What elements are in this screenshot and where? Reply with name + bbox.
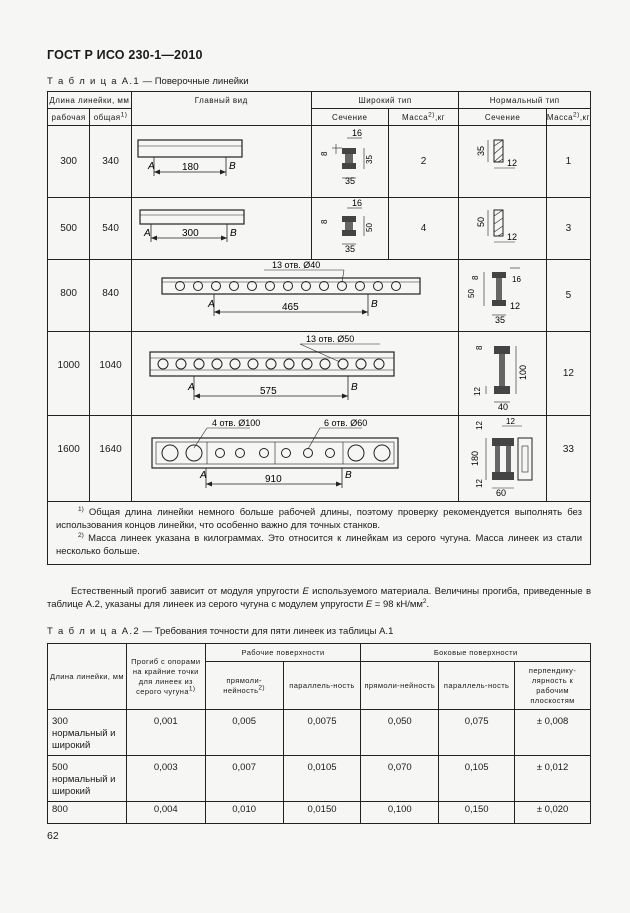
table-row [48,416,591,502]
dimension: 300 [182,228,199,239]
header-side-straightness: прямоли-нейность [361,662,439,710]
cell-deflection: 0,004 [126,802,205,824]
dim-180: 180 [469,450,480,466]
label-b: B [229,161,236,172]
table-row [48,710,591,756]
normal-section-1600 [460,416,546,498]
header-wide-type: Широкий тип [311,92,459,109]
working-length: 300 [48,126,90,198]
label-b: B [230,228,237,239]
table2-caption-label: Т а б л и ц а А.2 [47,626,140,637]
holes-label-small: 6 отв. Ø60 [324,418,368,428]
table-row [48,198,591,260]
dim-12-top: 12 [505,417,515,426]
dim-60: 60 [495,488,506,498]
header-length: Длина линейки, мм [48,644,127,710]
mass-text: Масса [402,112,429,122]
header-straightness [205,662,283,710]
wide-section-drawing [311,126,388,198]
mass-text: Масса [546,112,574,122]
dimension: 910 [265,474,282,485]
wide-mass: 2 [388,126,459,198]
label-a: A [188,382,195,393]
label-b: B [351,382,358,393]
normal-mass: 3 [546,198,590,260]
straightedge-1000-drawing [132,332,458,412]
dim-16: 16 [511,275,521,284]
deflection-text: Прогиб с опорами на крайние точки для линеек из серого чугуна [131,656,201,696]
cell-perpendicularity: ± 0,008 [515,710,591,756]
main-view-drawing [131,332,459,416]
total-length: 840 [90,260,132,332]
mass-unit: ,кг [434,112,446,122]
header-working-surfaces: Рабочие поверхности [205,644,361,662]
normal-section-500 [460,198,546,256]
page-number: 62 [47,830,59,842]
dim-35: 35 [475,145,486,156]
working-length: 800 [48,260,90,332]
dim-12-side: 12 [474,421,484,430]
main-view-drawing [131,126,311,198]
para-e-symbol-2: E [365,599,373,610]
cell-length: 500 нормальный и широкий [48,756,127,802]
note-1-text: Общая длина линейки немного больше рабочей длины, поэтому проверку рекомендуется выполнять без использования концов линейки, что особенно важно для точных станков. [56,507,582,531]
straightness-text: прямоли-нейность [223,675,262,695]
deflection-sup: 1) [188,685,196,692]
working-length: 1000 [48,332,90,416]
dim-50: 50 [475,216,486,227]
cell-perpendicularity: ± 0,020 [515,802,591,824]
dim-8: 8 [319,151,329,156]
header-side-surfaces: Боковые поверхности [361,644,591,662]
label-b: B [345,470,352,481]
header-wide-mass [388,109,459,126]
total-length: 340 [90,126,132,198]
dim-35: 35 [494,315,505,325]
note-2-text: Масса линеек указана в килограммах. Это относится к линейкам из серого чугуна. Масса линеек из стали несколько больше. [56,533,582,557]
para-end: . [426,599,430,610]
table-accuracy [47,643,591,824]
holes-label: 13 отв. Ø40 [272,260,321,270]
mass-sup: 2) [428,110,435,118]
cell-deflection: 0,003 [126,756,205,802]
cell-deflection: 0,001 [126,710,205,756]
main-view-drawing [131,260,459,332]
header-side-parallelism: параллель-ность [439,662,515,710]
table2-caption [47,626,393,637]
dim-35: 35 [344,176,355,186]
cell-side-straightness: 0,100 [361,802,439,824]
table1-caption [47,76,249,87]
header-deflection [126,644,205,710]
dim-16: 16 [351,198,362,208]
label-a: A [208,299,215,310]
dim-40: 40 [497,402,508,412]
dim-12: 12 [472,387,482,396]
dim-12: 12 [506,158,517,168]
dim-16: 16 [351,128,362,138]
total-length: 1640 [90,416,132,502]
normal-section-drawing [459,332,547,416]
normal-section-drawing [459,126,547,198]
normal-section-drawing [459,260,547,332]
normal-mass: 33 [546,416,590,502]
header-wide-section: Сечение [311,109,388,126]
table1-notes [48,502,591,565]
normal-mass: 12 [546,332,590,416]
table-straightedges [47,91,591,565]
cell-perpendicularity: ± 0,012 [515,756,591,802]
header-total-sup: 1) [120,110,128,118]
table-row [48,756,591,802]
label-b: B [371,299,378,310]
cell-straightness: 0,005 [205,710,283,756]
label-a: A [148,161,155,172]
straightedge-1600-drawing [132,416,458,498]
normal-section-1000 [460,332,546,412]
dimension: 575 [260,386,277,397]
table2-caption-text: — Требования точности для пяти линеек из таблицы А.1 [139,626,394,637]
main-view-drawing [131,198,311,260]
label-a: A [144,228,151,239]
straightedge-300-drawing [132,126,310,194]
dimension: 465 [282,302,299,313]
table1-caption-text: — Поверочные линейки [139,76,249,87]
cell-length: 300 нормальный и широкий [48,710,127,756]
dim-35v: 35 [364,155,374,164]
dim-8: 8 [470,275,480,280]
cell-side-straightness: 0,050 [361,710,439,756]
wide-section-300 [312,126,388,194]
wide-section-drawing [311,198,388,260]
wide-section-500 [312,198,388,256]
para-formula: = 98 кН/мм [372,599,423,610]
header-normal-mass [546,109,590,126]
dim-100: 100 [517,364,528,380]
cell-parallelism: 0,0105 [283,756,361,802]
normal-section-drawing [459,416,547,502]
straightness-sup: 2) [258,684,265,691]
dim-35: 35 [344,244,355,254]
cell-parallelism: 0,0150 [283,802,361,824]
working-length: 500 [48,198,90,260]
dim-50: 50 [364,223,374,232]
para-part-b: используемого материала. Величины прогиба, приведенные в таблице А.2, указаны для линеек из серого чугуна с модулем упругости [47,586,591,610]
normal-mass: 1 [546,126,590,198]
total-length: 540 [90,198,132,260]
cell-parallelism: 0,0075 [283,710,361,756]
body-paragraph [47,585,591,611]
normal-section-300 [460,126,546,194]
dim-8: 8 [319,219,329,224]
wide-mass: 4 [388,198,459,260]
holes-label: 13 отв. Ø50 [306,334,355,344]
table1-caption-label: Т а б л и ц а А.1 [47,76,140,87]
table-row [48,332,591,416]
dimension: 180 [182,162,199,173]
normal-mass: 5 [546,260,590,332]
table-row [48,126,591,198]
notes-row [48,502,591,565]
straightedge-500-drawing [132,198,310,256]
holes-label-large: 4 отв. Ø100 [212,418,261,428]
mass-sup: 2) [573,110,580,118]
header-total-length [90,109,132,126]
dim-12-bottom: 12 [474,479,484,488]
working-length: 1600 [48,416,90,502]
header-normal-type: Нормальный тип [459,92,591,109]
dim-8: 8 [474,345,484,350]
total-length: 1040 [90,332,132,416]
dim-12: 12 [506,232,517,242]
para-part-a: Естественный прогиб зависит от модуля упругости [71,586,303,597]
table-row [48,260,591,332]
dim-12: 12 [509,301,520,311]
document-header: ГОСТ Р ИСО 230-1—2010 [47,48,203,62]
mass-unit: ,кг [579,112,590,122]
para-squared: 2 [422,597,427,605]
cell-straightness: 0,010 [205,802,283,824]
cell-side-straightness: 0,070 [361,756,439,802]
header-working-length: рабочая [48,109,90,126]
normal-section-drawing [459,198,547,260]
note-1 [56,506,582,532]
cell-straightness: 0,007 [205,756,283,802]
cell-length: 800 [48,802,127,824]
label-a: A [200,470,207,481]
header-parallelism: параллель-ность [283,662,361,710]
header-total-text: общая [93,112,121,122]
cell-side-parallelism: 0,105 [439,756,515,802]
header-normal-section: Сечение [459,109,547,126]
main-view-drawing [131,416,459,502]
note-2 [56,532,582,558]
cell-side-parallelism: 0,075 [439,710,515,756]
normal-section-800 [460,260,546,328]
header-perpendicularity: перпендику-лярность к рабочим плоскостям [515,662,591,710]
straightedge-800-drawing [132,260,458,328]
note-2-sup: 2) [78,531,84,539]
header-main-view: Главный вид [131,92,311,126]
note-1-sup: 1) [78,505,84,513]
cell-side-parallelism: 0,150 [439,802,515,824]
header-length: Длина линейки, мм [48,92,132,109]
table-row [48,802,591,824]
para-e-symbol: E [302,586,309,597]
dim-50: 50 [466,289,476,298]
